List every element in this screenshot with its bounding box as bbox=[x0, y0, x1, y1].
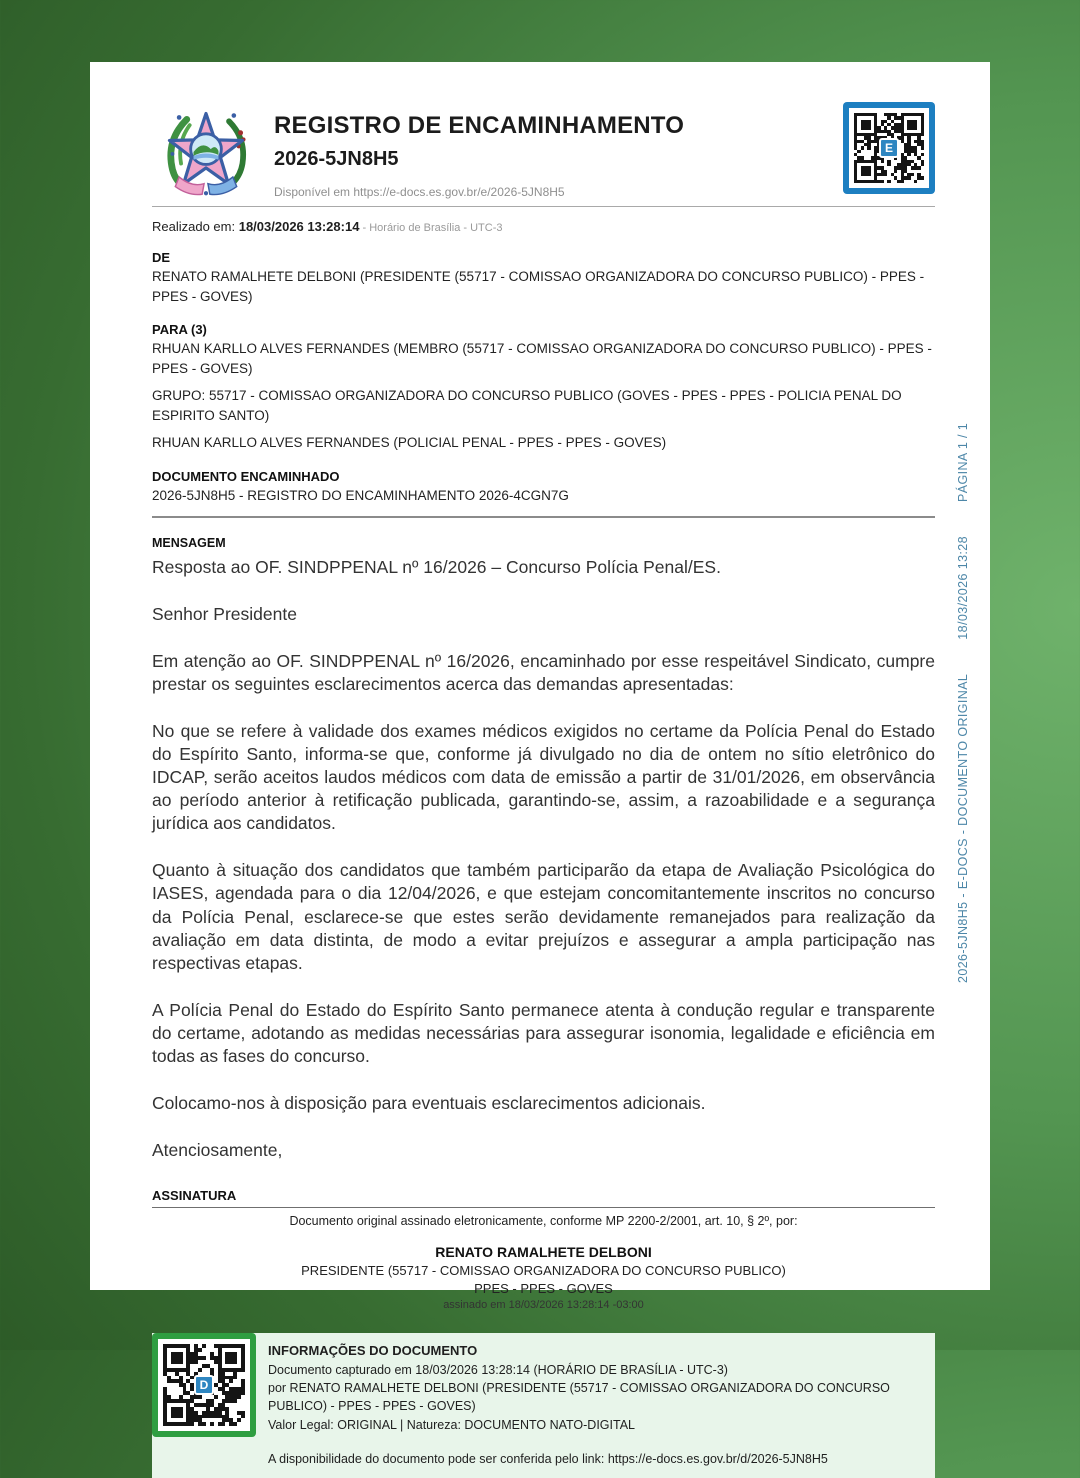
watermark-doc-id: 2026-5JN8H5 - E-DOCS - DOCUMENTO ORIGINAL bbox=[956, 673, 970, 983]
realizado-datetime: 18/03/2026 13:28:14 bbox=[238, 219, 360, 234]
assinatura-divider bbox=[152, 1207, 935, 1208]
document-header bbox=[152, 102, 935, 200]
section-para bbox=[152, 322, 935, 453]
signer-name: RENATO RAMALHETE DELBONI bbox=[435, 1244, 652, 1261]
signed-at: assinado em 18/03/2026 13:28:14 -03:00 bbox=[443, 1299, 644, 1312]
de-value: RENATO RAMALHETE DELBONI (PRESIDENTE (55717 - COMISSAO ORGANIZADORA DO CONCURSO PUBLICO) - PPES - PPES - GOVES) bbox=[152, 269, 925, 304]
signer-role: PRESIDENTE (55717 - COMISSAO ORGANIZADORA DO CONCURSO PUBLICO) bbox=[301, 1263, 786, 1279]
info-availability-link: A disponibilidade do documento pode ser conferida pelo link: https://e-docs.es.gov.br/d/2026-5JN8H5 bbox=[268, 1451, 828, 1466]
message-paragraph: Resposta ao OF. SINDPPENAL nº 16/2026 – Concurso Polícia Penal/ES. bbox=[152, 556, 721, 577]
message-paragraph: Colocamo-nos à disposição para eventuais esclarecimentos adicionais. bbox=[152, 1093, 706, 1114]
info-title: INFORMAÇÕES DO DOCUMENTO bbox=[268, 1343, 478, 1359]
document-number: 2026-5JN8H5 bbox=[274, 148, 399, 170]
section-documento-encaminhado bbox=[152, 469, 935, 518]
mensagem-label: MENSAGEM bbox=[152, 535, 226, 550]
para-recipient: GRUPO: 55717 - COMISSAO ORGANIZADORA DO CONCURSO PUBLICO (GOVES - PPES - PPES - POLICIA PENAL DO ESPIRITO SANTO) bbox=[152, 388, 902, 423]
signature-block bbox=[152, 1214, 935, 1311]
document-info-text bbox=[256, 1333, 935, 1477]
info-captured-by: por RENATO RAMALHETE DELBONI (PRESIDENTE (55717 - COMISSAO ORGANIZADORA DO CONCURSO PUBLICO) - PPES - PPES - GOVES) bbox=[268, 1381, 890, 1414]
header-divider bbox=[152, 206, 935, 207]
watermark-page-number: PÁGINA 1 / 1 bbox=[956, 422, 970, 502]
signature-conformity-text: Documento original assinado eletronicamente, conforme MP 2200-2/2001, art. 10, § 2º, por: bbox=[289, 1214, 798, 1229]
header-titles bbox=[260, 102, 843, 199]
realizado-timezone: - Horário de Brasília - UTC-3 bbox=[359, 222, 503, 234]
para-label: PARA (3) bbox=[152, 322, 207, 338]
para-recipient: RHUAN KARLLO ALVES FERNANDES (MEMBRO (55717 - COMISSAO ORGANIZADORA DO CONCURSO PUBLICO) - PPES - PPES - GOVES) bbox=[152, 341, 932, 376]
section-mensagem bbox=[152, 536, 935, 1163]
section-divider bbox=[152, 516, 935, 518]
documento-encaminhado-value: 2026-5JN8H5 - REGISTRO DO ENCAMINHAMENTO 2026-4CGN7G bbox=[152, 487, 569, 503]
edocs-d-badge-icon: D bbox=[194, 1375, 214, 1395]
qr-code-top bbox=[843, 102, 935, 194]
qr-code-bottom bbox=[152, 1333, 256, 1437]
message-paragraph: Quanto à situação dos candidatos que também participarão da etapa de Avaliação Psicológica do IASES, agendada para o dia 12/04/2026, e que estejam concomitantemente inscritos no concurso da Polícia Penal, esclarece-se que estes serão devidamente remanejados para realização da avaliação em data distinta, de modo a evitar prejuízos e assegurar a ampla participação nas respectivas etapas. bbox=[152, 860, 935, 973]
documento-encaminhado-label: DOCUMENTO ENCAMINHADO bbox=[152, 468, 340, 484]
info-legal-nature: Valor Legal: ORIGINAL | Natureza: DOCUMENTO NATO-DIGITAL bbox=[268, 1417, 635, 1432]
message-paragraph: Em atenção ao OF. SINDPPENAL nº 16/2026, encaminhado por esse respeitável Sindicato, cumpre prestar os seguintes esclarecimentos acerca das demandas apresentadas: bbox=[152, 650, 935, 694]
assinatura-label: ASSINATURA bbox=[152, 1188, 237, 1204]
section-assinatura bbox=[152, 1188, 935, 1311]
de-label: DE bbox=[152, 250, 171, 265]
document-info-box bbox=[152, 1333, 935, 1477]
watermark-datetime: 18/03/2026 13:28 bbox=[956, 535, 970, 640]
realizado-label: Realizado em: bbox=[152, 219, 239, 234]
message-paragraph: Senhor Presidente bbox=[152, 603, 297, 624]
edocs-e-badge-icon: E bbox=[879, 138, 899, 158]
vertical-watermark bbox=[955, 413, 971, 983]
message-paragraph: No que se refere à validade dos exames médicos exigidos no certame da Polícia Penal do Estado do Espírito Santo, informa-se que, conforme já divulgado no dia de ontem no sítio eletrônico do IDCAP, serão aceitos laudos médicos com data de emissão a partir de 31/01/2026, em observância ao período anterior à retificação publicada, garantindo-se, assim, a razoabilidade e a segurança jurídica aos candidatos. bbox=[152, 720, 935, 834]
page-title: REGISTRO DE ENCAMINHAMENTO bbox=[274, 112, 685, 139]
message-paragraph: A Polícia Penal do Estado do Espírito Santo permanece atenta à condução regular e transparente do certame, adotando as medidas necessárias para assegurar isonomia, legalidade e eficiência em todas as fases do concurso. bbox=[152, 999, 935, 1066]
available-at-url: Disponível em https://e-docs.es.gov.br/e/2026-5JN8H5 bbox=[274, 185, 565, 199]
section-de bbox=[152, 250, 935, 306]
message-paragraph: Atenciosamente, bbox=[152, 1140, 283, 1161]
realizado-line bbox=[152, 219, 935, 234]
signer-org: PPES - PPES - GOVES bbox=[474, 1281, 613, 1297]
para-recipient: RHUAN KARLLO ALVES FERNANDES (POLICIAL PENAL - PPES - PPES - GOVES) bbox=[152, 435, 667, 451]
info-captured: Documento capturado em 18/03/2026 13:28:14 (HORÁRIO DE BRASÍLIA - UTC-3) bbox=[268, 1363, 728, 1378]
espirito-santo-coat-of-arms-logo bbox=[152, 104, 260, 200]
document-page bbox=[90, 62, 990, 1466]
